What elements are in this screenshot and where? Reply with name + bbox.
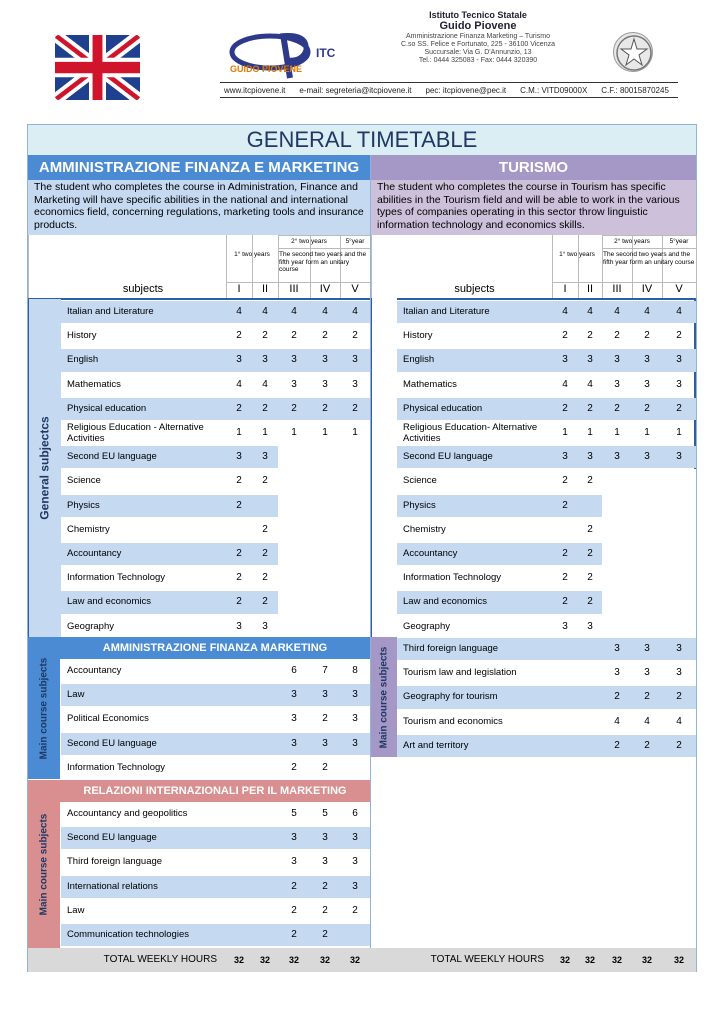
total-left-label: TOTAL WEEKLY HOURS bbox=[103, 954, 217, 965]
general-left-row-hours: 1 bbox=[352, 427, 358, 438]
general-right-row-subject: Science bbox=[403, 475, 437, 487]
general-left-row-hours: 1 bbox=[262, 427, 268, 438]
left-unitary-note: The second two years and the fifth year form an unitary course bbox=[279, 251, 367, 273]
general-right-row-hours: 3 bbox=[562, 451, 568, 463]
grid-line bbox=[28, 235, 29, 298]
rim-main-row-hours: 3 bbox=[291, 856, 297, 868]
rim-main-label-text: Main course subjects bbox=[38, 813, 50, 915]
general-right-row-hours: 1 bbox=[676, 427, 682, 438]
afm-main-row-hours: 3 bbox=[291, 713, 297, 725]
tur-main-row-hours: 3 bbox=[614, 667, 620, 679]
general-left-row-hours bbox=[252, 494, 278, 518]
right-year-col-3: III bbox=[612, 283, 622, 295]
rim-main-row-hours: 6 bbox=[352, 808, 358, 819]
general-right-row-hours: 2 bbox=[562, 475, 568, 487]
afm-main-row-hours: 3 bbox=[322, 689, 328, 701]
tur-main-row-hours: 4 bbox=[676, 715, 682, 727]
general-right-row-hours: 3 bbox=[644, 354, 650, 366]
right-year-col-2: II bbox=[586, 283, 594, 295]
rim-main-label bbox=[28, 780, 60, 948]
general-right-row-hours: 2 bbox=[587, 596, 593, 608]
website-link[interactable]: www.itcpiovene.it bbox=[224, 85, 286, 95]
center-divider bbox=[370, 155, 371, 948]
general-left-row-hours: 2 bbox=[262, 402, 268, 414]
grid-line bbox=[696, 235, 697, 298]
general-right-row-subject: Physics bbox=[403, 499, 436, 511]
grid-line bbox=[278, 248, 370, 249]
total-left-hours: 32 bbox=[349, 955, 360, 965]
right-year-col-5: V bbox=[675, 283, 683, 295]
general-left-row-hours: 2 bbox=[322, 330, 328, 342]
right-second-two-years-label: 2° two years bbox=[614, 238, 650, 245]
general-right-row-subject: History bbox=[403, 330, 433, 342]
rim-main-row-hours: 2 bbox=[291, 929, 297, 940]
rim-main-heading: RELAZIONI INTERNAZIONALI PER IL MARKETING bbox=[60, 780, 370, 802]
general-right-row-subject: Second EU language bbox=[403, 451, 493, 463]
school-line-1: Istituto Tecnico Statale bbox=[429, 10, 527, 20]
total-left-hours: 32 bbox=[288, 955, 299, 965]
general-subjects-label-text: General subjectcs bbox=[38, 416, 53, 521]
general-right-row-hours: 3 bbox=[614, 354, 620, 366]
general-right-row-hours: 1 bbox=[644, 427, 650, 438]
general-right-row-subject: Religious Education- Alternative Activities bbox=[403, 422, 538, 444]
general-left-row-subject: Accountancy bbox=[67, 548, 122, 559]
rim-main-row-subject: Accountancy and geopolitics bbox=[67, 808, 188, 819]
general-left-row-hours: 2 bbox=[262, 475, 268, 487]
general-right-row-hours: 2 bbox=[676, 402, 682, 414]
left-year-col-4: IV bbox=[319, 283, 331, 295]
tur-main-row-hours: 2 bbox=[644, 691, 650, 703]
general-right-row-hours: 3 bbox=[676, 451, 682, 463]
general-left-row-hours: 2 bbox=[236, 499, 242, 511]
general-right-row-subject: Mathematics bbox=[403, 378, 457, 390]
general-right-row-hours: 3 bbox=[562, 354, 568, 366]
rim-main-row-hours: 5 bbox=[322, 808, 328, 819]
general-right-row-subject: Law and economics bbox=[403, 596, 487, 608]
general-left-row-hours: 2 bbox=[262, 523, 268, 535]
general-right-row-hours: 3 bbox=[587, 620, 593, 632]
tur-main-row-subject: Tourism and economics bbox=[403, 715, 503, 727]
total-right-hours: 32 bbox=[559, 955, 570, 965]
general-right-row-subject: Physical education bbox=[403, 402, 483, 414]
tur-main-row-hours: 3 bbox=[644, 643, 650, 654]
afm-main-row-hours: 2 bbox=[322, 713, 328, 725]
general-left-row-subject: Information Technology bbox=[67, 572, 166, 584]
general-right-row-hours: 4 bbox=[644, 306, 650, 317]
tax-code: C.F.: 80015870245 bbox=[601, 85, 669, 95]
rim-main-row-hours: 2 bbox=[322, 904, 328, 916]
general-right-row-hours: 2 bbox=[562, 402, 568, 414]
general-right-row-hours: 2 bbox=[562, 330, 568, 342]
afm-main-row-subject: Accountancy bbox=[67, 665, 122, 676]
right-unitary-note: The second two years and the fifth year form an unitary course bbox=[603, 251, 695, 266]
general-left-row-hours: 2 bbox=[262, 548, 268, 559]
general-left-row-hours bbox=[226, 518, 252, 542]
general-left-row-hours: 1 bbox=[322, 427, 328, 438]
general-left-row-hours: 4 bbox=[291, 306, 297, 317]
general-left-row-hours: 2 bbox=[262, 330, 268, 342]
general-left-row-hours: 2 bbox=[262, 572, 268, 584]
rim-main-row-hours: 3 bbox=[291, 832, 297, 844]
tur-main-row-subject: Third foreign language bbox=[403, 643, 499, 654]
general-right-row-hours: 2 bbox=[587, 523, 593, 535]
general-left-row-subject: Physical education bbox=[67, 402, 147, 414]
general-left-row-hours: 3 bbox=[236, 354, 242, 366]
afm-main-row-subject: Political Economics bbox=[67, 713, 149, 725]
pec-link[interactable]: pec: itcpiovene@pec.it bbox=[425, 85, 507, 95]
general-left-blank-area bbox=[278, 445, 370, 639]
general-left-row-hours: 2 bbox=[262, 596, 268, 608]
general-left-row-hours: 1 bbox=[291, 427, 297, 438]
tur-heading: TURISMO bbox=[371, 155, 696, 180]
afm-main-row-hours: 2 bbox=[291, 761, 297, 773]
rim-main-row-hours: 2 bbox=[322, 880, 328, 892]
school-line-6: Tel.: 0444 325083 - Fax: 0444 320390 bbox=[418, 57, 538, 65]
general-right-row-hours: 3 bbox=[676, 354, 682, 366]
rim-main-row-hours: 2 bbox=[291, 904, 297, 916]
general-left-row-hours: 2 bbox=[291, 330, 297, 342]
total-right-hours: 32 bbox=[611, 955, 622, 965]
rim-main-row-hours: 3 bbox=[322, 832, 328, 844]
general-right-row-subject: Geography bbox=[403, 620, 451, 632]
general-left-row-hours: 4 bbox=[262, 306, 268, 317]
total-right-hours: 32 bbox=[673, 955, 684, 965]
general-right-row-hours: 2 bbox=[644, 402, 650, 414]
tur-main-row-hours: 3 bbox=[644, 667, 650, 679]
right-year-col-4: IV bbox=[641, 283, 653, 295]
general-left-row-hours: 3 bbox=[322, 378, 328, 390]
left-year-col-1: I bbox=[237, 283, 241, 295]
general-left-row-subject: Science bbox=[67, 475, 101, 487]
rim-main-row-subject: Communication technologies bbox=[67, 929, 189, 940]
general-left-row-subject: English bbox=[67, 354, 99, 366]
tur-main-row-hours: 3 bbox=[614, 643, 620, 654]
general-right-row-hours: 2 bbox=[562, 499, 568, 511]
general-right-row-subject: Accountancy bbox=[403, 548, 458, 559]
school-line-4: C.so SS. Felice e Fortunato, 225 - 36100 Vicenza bbox=[401, 41, 555, 49]
general-right-row-subject: English bbox=[403, 354, 435, 366]
general-right-row-hours: 1 bbox=[587, 427, 593, 438]
general-left-row-hours: 3 bbox=[322, 354, 328, 366]
school-address bbox=[378, 10, 578, 65]
rim-main-row-hours: 2 bbox=[322, 929, 328, 940]
general-left-row-subject: History bbox=[67, 330, 97, 342]
general-left-row-subject: Mathematics bbox=[67, 378, 121, 390]
general-right-row-hours: 3 bbox=[644, 378, 650, 390]
general-left-row-hours: 2 bbox=[236, 475, 242, 487]
rim-main-row-hours bbox=[340, 923, 370, 947]
general-right-row-hours: 3 bbox=[644, 451, 650, 463]
afm-main-row-subject: Information Technology bbox=[67, 761, 166, 773]
tur-main-row-subject: Tourism law and legislation bbox=[403, 667, 517, 679]
general-right-row-hours: 1 bbox=[614, 427, 620, 438]
afm-main-row-hours: 3 bbox=[291, 689, 297, 701]
tur-main-row-subject: Geography for tourism bbox=[403, 691, 498, 703]
general-right-row-hours: 2 bbox=[587, 548, 593, 559]
rim-main-row-hours: 2 bbox=[352, 904, 358, 916]
general-right-row-hours: 3 bbox=[587, 451, 593, 463]
contact-bar bbox=[220, 82, 678, 98]
general-left-row-hours: 3 bbox=[236, 620, 242, 632]
tur-main-label-text: Main course subjects bbox=[378, 646, 390, 748]
tur-main-row-hours: 4 bbox=[644, 715, 650, 727]
rim-main-row-hours: 5 bbox=[291, 808, 297, 819]
general-right-row-subject: Italian and Literature bbox=[403, 306, 490, 317]
general-right-row-hours: 4 bbox=[614, 306, 620, 317]
general-left-row-hours: 2 bbox=[236, 596, 242, 608]
general-right-row-hours: 3 bbox=[562, 620, 568, 632]
total-left-hours: 32 bbox=[233, 955, 244, 965]
general-left-row-hours: 2 bbox=[236, 548, 242, 559]
left-subjects-header: subjects bbox=[122, 283, 164, 295]
general-left-row-subject: Geography bbox=[67, 620, 115, 632]
general-left-row-hours: 1 bbox=[236, 427, 242, 438]
tur-main-row-hours: 2 bbox=[676, 691, 682, 703]
general-subjects-label bbox=[29, 299, 61, 638]
general-left-row-subject: Italian and Literature bbox=[67, 306, 154, 317]
total-left-hours: 32 bbox=[319, 955, 330, 965]
general-right-row-hours: 3 bbox=[587, 354, 593, 366]
tur-main-label bbox=[371, 637, 397, 757]
afm-main-row-hours: 3 bbox=[291, 737, 297, 749]
rim-main-row-subject: International relations bbox=[67, 880, 158, 892]
general-right-row-hours: 1 bbox=[562, 427, 568, 438]
school-logo bbox=[228, 28, 346, 83]
general-right-row-hours: 2 bbox=[587, 572, 593, 584]
right-subjects-header: subjects bbox=[454, 283, 495, 295]
general-left-row-hours: 3 bbox=[262, 354, 268, 366]
general-left-row-subject: Physics bbox=[67, 499, 100, 511]
email-link[interactable]: e-mail: segreteria@itcpiovene.it bbox=[299, 85, 412, 95]
italian-republic-emblem-icon bbox=[613, 32, 653, 72]
grid-line bbox=[602, 235, 696, 236]
afm-main-row-hours: 3 bbox=[322, 737, 328, 749]
grid-line bbox=[371, 235, 372, 298]
afm-main-row-hours: 7 bbox=[322, 665, 328, 676]
afm-description: The student who completes the course in Administration, Finance and Marketing will have specific abilities in the national and international economics field, concerning regulations, marketing tools and insurance products. bbox=[28, 180, 370, 235]
tur-main-row-hours: 3 bbox=[676, 667, 682, 679]
general-right-row-hours: 4 bbox=[676, 306, 682, 317]
afm-main-row-hours: 3 bbox=[352, 713, 358, 725]
afm-main-label-text: Main course subjects bbox=[38, 657, 50, 759]
general-right-blank-area bbox=[602, 469, 696, 638]
general-right-row-hours: 2 bbox=[587, 475, 593, 487]
left-year-col-5: V bbox=[351, 283, 359, 295]
general-right-row-hours: 2 bbox=[587, 330, 593, 342]
general-left-row-hours: 3 bbox=[291, 378, 297, 390]
general-left-row-hours: 4 bbox=[236, 378, 242, 390]
general-right-row-subject: Chemistry bbox=[403, 523, 446, 535]
tur-main-row-hours: 2 bbox=[676, 739, 682, 751]
afm-main-row-hours: 3 bbox=[352, 689, 358, 701]
general-left-row-subject: Religious Education - Alternative Activities bbox=[67, 422, 204, 444]
general-right-row-hours: 2 bbox=[676, 330, 682, 342]
general-right-row-hours: 4 bbox=[587, 378, 593, 390]
left-fifth-year-label: 5°year bbox=[345, 238, 365, 245]
general-left-row-hours: 3 bbox=[352, 378, 358, 390]
total-right-label: TOTAL WEEKLY HOURS bbox=[430, 954, 544, 965]
separator-strip bbox=[371, 298, 397, 639]
general-right-row-hours: 4 bbox=[562, 306, 568, 317]
general-left-row-hours: 4 bbox=[352, 306, 358, 317]
general-left-row-subject: Second EU language bbox=[67, 451, 157, 463]
total-right-hours: 32 bbox=[641, 955, 652, 965]
general-right-row-hours: 4 bbox=[587, 306, 593, 317]
general-left-row-hours: 2 bbox=[352, 330, 358, 342]
tur-main-row-hours: 3 bbox=[676, 643, 682, 654]
afm-main-row-subject: Law bbox=[67, 689, 85, 701]
grid-line bbox=[602, 248, 696, 249]
afm-main-label bbox=[28, 637, 60, 779]
general-left-row-hours: 3 bbox=[352, 354, 358, 366]
left-year-col-3: III bbox=[289, 283, 299, 295]
rim-main-row-subject: Third foreign language bbox=[67, 856, 163, 868]
left-year-col-2: II bbox=[261, 283, 269, 295]
general-right-row-hours: 2 bbox=[644, 330, 650, 342]
general-right-row-hours: 2 bbox=[562, 572, 568, 584]
general-right-row-hours: 2 bbox=[614, 330, 620, 342]
afm-main-row-hours: 3 bbox=[352, 737, 358, 749]
total-left-hours: 32 bbox=[259, 955, 270, 965]
afm-main-row-subject: Second EU language bbox=[67, 737, 157, 749]
general-left-row-subject: Law and economics bbox=[67, 596, 151, 608]
afm-heading: AMMINISTRAZIONE FINANZA E MARKETING bbox=[28, 155, 370, 180]
general-right-row-hours: 3 bbox=[614, 378, 620, 390]
rim-main-row-hours: 3 bbox=[322, 856, 328, 868]
afm-main-row-hours bbox=[340, 756, 370, 780]
rim-main-row-hours: 3 bbox=[352, 856, 358, 868]
tur-main-row-hours: 2 bbox=[614, 739, 620, 751]
general-right-row-hours: 2 bbox=[562, 548, 568, 559]
logo-subtext: GUIDO PIOVENE bbox=[230, 64, 303, 74]
general-right-row-hours: 2 bbox=[614, 402, 620, 414]
general-right-row-subject: Information Technology bbox=[403, 572, 502, 584]
grid-line bbox=[278, 235, 370, 236]
general-left-row-hours: 2 bbox=[236, 402, 242, 414]
general-right-row-hours: 2 bbox=[587, 402, 593, 414]
general-right-row-hours: 3 bbox=[614, 451, 620, 463]
tur-main-row-subject: Art and territory bbox=[403, 739, 469, 751]
general-left-row-hours: 3 bbox=[291, 354, 297, 366]
rim-main-row-hours: 3 bbox=[352, 832, 358, 844]
right-fifth-year-label: 5°year bbox=[669, 238, 689, 245]
school-code: C.M.: VITD09000X bbox=[520, 85, 588, 95]
general-left-row-hours: 3 bbox=[236, 451, 242, 463]
general-left-row-hours: 3 bbox=[262, 620, 268, 632]
page-title: GENERAL TIMETABLE bbox=[28, 125, 696, 155]
uk-flag-icon bbox=[55, 35, 140, 100]
school-line-3: Amministrazione Finanza Marketing – Turismo bbox=[406, 32, 550, 40]
tur-main-row-hours: 2 bbox=[644, 739, 650, 751]
right-year-col-1: I bbox=[563, 283, 567, 295]
school-line-2: Guido Piovene bbox=[439, 20, 517, 33]
afm-main-row-hours: 2 bbox=[322, 761, 328, 773]
general-left-row-subject: Chemistry bbox=[67, 523, 110, 535]
general-left-row-hours: 2 bbox=[322, 402, 328, 414]
left-first-two-years-label: 1° two years bbox=[234, 251, 270, 258]
rim-main-row-hours: 2 bbox=[291, 880, 297, 892]
tur-main-row-hours: 2 bbox=[614, 691, 620, 703]
afm-main-heading: AMMINISTRAZIONE FINANZA MARKETING bbox=[60, 637, 370, 659]
tur-main-row-hours: 4 bbox=[614, 715, 620, 727]
rim-main-row-subject: Second EU language bbox=[67, 832, 157, 844]
general-left-row-hours: 2 bbox=[291, 402, 297, 414]
logo-text: ITC bbox=[316, 46, 336, 60]
general-left-row-hours: 4 bbox=[322, 306, 328, 317]
afm-main-row-hours: 8 bbox=[352, 665, 358, 676]
rim-main-row-subject: Law bbox=[67, 904, 85, 916]
general-left-row-hours: 4 bbox=[236, 306, 242, 317]
general-right-row-hours bbox=[578, 494, 602, 518]
right-first-two-years-label: 1° two years bbox=[559, 251, 595, 258]
total-right-hours: 32 bbox=[584, 955, 595, 965]
general-left-row-hours: 2 bbox=[236, 330, 242, 342]
general-left-row-hours: 3 bbox=[262, 451, 268, 463]
tur-description: The student who completes the course in Tourism has specific abilities in the Tourism field and will be able to work in the various types of companies operating in this sector throw linguistic information technology and economics skills. bbox=[371, 180, 696, 235]
general-left-row-hours: 2 bbox=[352, 402, 358, 414]
general-right-row-hours: 2 bbox=[562, 596, 568, 608]
general-left-row-hours: 4 bbox=[262, 378, 268, 390]
general-right-row-hours: 3 bbox=[676, 378, 682, 390]
general-left-row-hours: 2 bbox=[236, 572, 242, 584]
general-right-row-hours bbox=[552, 518, 578, 542]
general-right-row-hours: 4 bbox=[562, 378, 568, 390]
afm-main-row-hours: 6 bbox=[291, 665, 297, 676]
rim-main-row-hours: 3 bbox=[352, 880, 358, 892]
left-second-two-years-label: 2° two years bbox=[291, 238, 327, 245]
school-line-5: Succursale: Via G. D'Annunzio, 13 bbox=[424, 49, 532, 57]
